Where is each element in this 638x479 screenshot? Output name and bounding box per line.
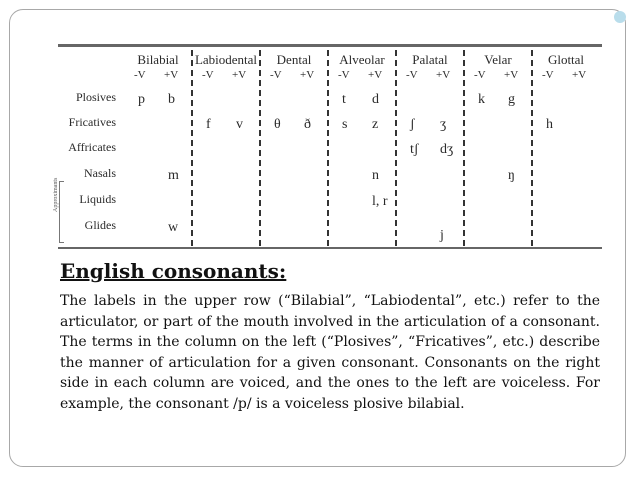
- column-separator: [259, 50, 261, 246]
- caption: [60, 259, 600, 414]
- consonant-symbol: z: [372, 117, 379, 132]
- manner-label-fricatives: Fricatives: [68, 115, 116, 129]
- voicing-label: -V: [338, 69, 350, 81]
- consonant-chart: [53, 44, 602, 250]
- voicing-label: +V: [164, 69, 179, 81]
- place-header-alveolar: Alveolar: [339, 52, 385, 67]
- voicing-label: -V: [202, 69, 214, 81]
- consonant-symbol: g: [508, 92, 515, 107]
- voicing-label: +V: [436, 69, 451, 81]
- column-separator: [395, 50, 397, 246]
- consonant-symbol: ŋ: [508, 168, 515, 183]
- approximants-label: Approximants: [53, 177, 59, 212]
- consonant-symbol: m: [168, 168, 179, 183]
- voicing-label: -V: [134, 69, 146, 81]
- column-separator: [531, 50, 533, 246]
- consonant-symbol: ʒ: [440, 117, 447, 132]
- manner-label-affricates: Affricates: [68, 140, 116, 154]
- consonant-symbol: s: [342, 117, 348, 132]
- place-header-palatal: Palatal: [412, 52, 448, 67]
- consonant-symbol: f: [206, 117, 211, 132]
- consonant-symbol: ʃ: [410, 117, 415, 132]
- corner-dot: [614, 11, 626, 23]
- consonant-symbol: dʒ: [440, 142, 454, 157]
- column-separator: [463, 50, 465, 246]
- place-header-velar: Velar: [484, 52, 512, 67]
- voicing-label: +V: [300, 69, 315, 81]
- consonant-symbol: b: [168, 92, 175, 107]
- consonant-symbol: v: [236, 117, 243, 132]
- voicing-label: -V: [406, 69, 418, 81]
- consonant-symbol: tʃ: [410, 142, 419, 157]
- voicing-label: -V: [542, 69, 554, 81]
- voicing-label: +V: [504, 69, 519, 81]
- manner-label-liquids: Liquids: [79, 192, 116, 206]
- place-header-bilabial: Bilabial: [137, 52, 179, 67]
- consonant-symbol: j: [440, 228, 444, 243]
- consonant-symbol: k: [478, 92, 485, 107]
- voicing-label: +V: [368, 69, 383, 81]
- place-header-dental: Dental: [276, 52, 312, 67]
- consonant-symbol: p: [138, 92, 145, 107]
- consonant-symbol: h: [546, 117, 553, 132]
- approximants-bracket: [59, 181, 64, 243]
- consonant-symbol: d: [372, 92, 379, 107]
- consonant-symbol: l, r: [372, 194, 388, 209]
- manner-label-plosives: Plosives: [75, 90, 116, 104]
- caption-heading: English consonants:: [60, 259, 287, 283]
- place-header-labiodental: Labiodental: [194, 52, 258, 67]
- bottom-rule: [58, 247, 602, 249]
- manner-label-glides: Glides: [84, 218, 116, 232]
- voicing-label: -V: [474, 69, 486, 81]
- consonant-symbol: n: [372, 168, 379, 183]
- manner-label-nasals: Nasals: [84, 166, 116, 180]
- voicing-label: +V: [232, 69, 247, 81]
- column-separator: [191, 50, 193, 246]
- caption-body: The labels in the upper row (“Bilabial”, “Labiodental”, etc.) refer to the articulator, or part of the mouth involved in the articulation of a consonant. The terms in the column on the left (“Plosives”, “Fricatives”, etc.) describe the manner of articulation for a given consonant. Consonants on the right side in each column are voiced, and the ones to the left are voiceless. For example, the consonant /p/ is a voiceless plosive bilabial.: [60, 293, 600, 412]
- top-rule: [58, 44, 602, 47]
- column-separator: [327, 50, 329, 246]
- consonant-symbol: w: [168, 220, 179, 235]
- voicing-label: +V: [572, 69, 587, 81]
- consonant-symbol: ð: [304, 117, 311, 132]
- voicing-label: -V: [270, 69, 282, 81]
- place-header-glottal: Glottal: [547, 52, 585, 67]
- consonant-symbol: θ: [274, 117, 281, 132]
- consonant-symbol: t: [342, 92, 346, 107]
